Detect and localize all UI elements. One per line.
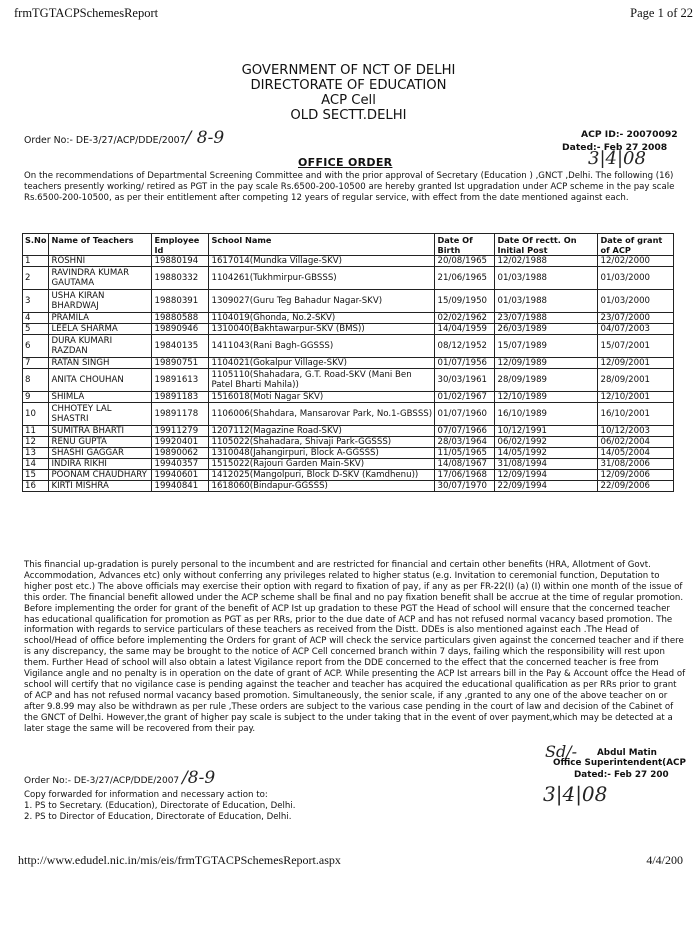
table-row — [23, 358, 674, 369]
cell-date-of-birth: 14/04/1959 — [435, 324, 495, 335]
office-order-heading: OFFICE ORDER — [298, 156, 393, 169]
footer-url: http://www.edudel.nic.in/mis/eis/frmTGTACPSchemesReport.aspx — [18, 853, 341, 867]
header-employee-id: Employee Id — [152, 234, 209, 256]
cell-date-of-grant: 31/08/2006 — [598, 459, 674, 470]
cell-school-name: 1617014(Mundka Village-SKV) — [209, 256, 435, 267]
handwritten-signature: Sd/- — [545, 742, 577, 761]
letterhead-directorate: DIRECTORATE OF EDUCATION — [250, 78, 447, 93]
cell-date-of-recruitment: 12/10/1989 — [495, 392, 598, 403]
cell-school-name: 1310048(Jahangirpuri, Block A-GGSSS) — [209, 448, 435, 459]
cell-employee-id: 19890946 — [152, 324, 209, 335]
cell-date-of-birth: 14/08/1967 — [435, 459, 495, 470]
cell-school-name: 1104261(Tukhmirpur-GBSSS) — [209, 267, 435, 290]
cell-school-name: 1104021(Gokalpur Village-SKV) — [209, 358, 435, 369]
table-row — [23, 426, 674, 437]
cell-teacher-name: LEELA SHARMA — [49, 324, 152, 335]
cell-date-of-recruitment: 23/07/1988 — [495, 313, 598, 324]
letterhead-cell: ACP Cell — [321, 93, 376, 108]
cell-date-of-grant: 28/09/2001 — [598, 369, 674, 392]
cell-date-of-grant: 01/03/2000 — [598, 267, 674, 290]
copy-item-2: 2. PS to Director of Education, Directorate of Education, Delhi. — [24, 811, 292, 822]
cell-date-of-recruitment: 22/09/1994 — [495, 481, 598, 492]
cell-sno: 4 — [23, 313, 49, 324]
header-name: Name of Teachers — [49, 234, 152, 256]
cell-sno: 13 — [23, 448, 49, 459]
cell-sno: 3 — [23, 290, 49, 313]
cell-date-of-recruitment: 28/09/1989 — [495, 369, 598, 392]
header-date-of-birth: Date Of Birth — [435, 234, 495, 256]
cell-date-of-grant: 15/07/2001 — [598, 335, 674, 358]
cell-teacher-name: INDIRA RIKHI — [49, 459, 152, 470]
cell-sno: 5 — [23, 324, 49, 335]
cell-date-of-grant: 23/07/2000 — [598, 313, 674, 324]
cell-date-of-birth: 01/07/1956 — [435, 358, 495, 369]
cell-employee-id: 19880391 — [152, 290, 209, 313]
table-row — [23, 459, 674, 470]
table-row — [23, 369, 674, 392]
cell-teacher-name: KIRTI MISHRA — [49, 481, 152, 492]
cell-school-name: 1516018(Moti Nagar SKV) — [209, 392, 435, 403]
header-date-of-grant: Date of grant of ACP — [598, 234, 674, 256]
cell-teacher-name: RAVINDRA KUMAR GAUTAMA — [49, 267, 152, 290]
cell-sno: 1 — [23, 256, 49, 267]
header-date-of-recruitment: Date Of rectt. On Initial Post — [495, 234, 598, 256]
letterhead-government: GOVERNMENT OF NCT OF DELHI — [241, 63, 456, 78]
footer-date: 4/4/200 — [646, 853, 683, 867]
cell-date-of-grant: 16/10/2001 — [598, 403, 674, 426]
cell-date-of-birth: 17/06/1968 — [435, 470, 495, 481]
cell-teacher-name: RENU GUPTA — [49, 437, 152, 448]
cell-employee-id: 19940601 — [152, 470, 209, 481]
table-header-row — [23, 234, 674, 256]
cell-date-of-birth: 28/03/1964 — [435, 437, 495, 448]
table-row — [23, 392, 674, 403]
cell-date-of-recruitment: 15/07/1989 — [495, 335, 598, 358]
table-row — [23, 437, 674, 448]
cell-employee-id: 19891613 — [152, 369, 209, 392]
cell-teacher-name: USHA KIRAN BHARDWAJ — [49, 290, 152, 313]
cell-teacher-name: SUMITRA BHARTI — [49, 426, 152, 437]
page-number: Page 1 of 22 — [630, 6, 693, 20]
cell-sno: 11 — [23, 426, 49, 437]
table-row — [23, 324, 674, 335]
cell-sno: 7 — [23, 358, 49, 369]
table-row — [23, 403, 674, 426]
order-number-text: Order No:- DE-3/27/ACP/DDE/2007 — [24, 135, 186, 146]
header-school-name: School Name — [209, 234, 435, 256]
letterhead — [0, 63, 697, 123]
cell-sno: 2 — [23, 267, 49, 290]
cell-school-name: 1411043(Rani Bagh-GGSSS) — [209, 335, 435, 358]
cell-date-of-birth: 02/02/1962 — [435, 313, 495, 324]
signature-handwritten-date: 3|4|08 — [543, 782, 608, 806]
signatory-name: Abdul Matin — [597, 748, 657, 758]
cell-teacher-name: CHHOTEY LAL SHASTRI — [49, 403, 152, 426]
copy-item-1: 1. PS to Secretary. (Education), Directorate of Education, Delhi. — [24, 800, 296, 811]
table-row — [23, 256, 674, 267]
cell-date-of-recruitment: 01/03/1988 — [495, 290, 598, 313]
cell-school-name: 1105110(Shahadara, G.T. Road-SKV (Mani Ben Patel Bharti Mahila)) — [209, 369, 435, 392]
cell-date-of-birth: 21/06/1965 — [435, 267, 495, 290]
cell-date-of-birth: 08/12/1952 — [435, 335, 495, 358]
cell-sno: 15 — [23, 470, 49, 481]
table-row — [23, 470, 674, 481]
cell-school-name: 1105022(Shahadara, Shivaji Park-GGSSS) — [209, 437, 435, 448]
cell-employee-id: 19891178 — [152, 403, 209, 426]
conditions-paragraph: This financial up-gradation is purely personal to the incumbent and are restricted for financial and certain other benefits (HRA, Allotment of Govt. Accommodation, Advances etc) only without conferring any privileges related to higher status (e.g. Invitation to ceremonial function, Deputation to higher post etc.) The above officials may exercise their option with regard to fixation of pay, if any as per FR-22(I) (a) (I) within one month of the issue of this order. The financial benefit allowed under the ACP scheme shall be final and no pay fixation benefit shall be accrue at the time of regular promotion. Before implementing the order for grant of the benefit of ACP Ist up gradation to these PGT the Head of school will ensure that the concerned teacher has educational qualification for promotion as PGT as per RRs, prior to the due date of ACP and has not refused normal vacancy based promotion. The information with regards to service particulars of these teachers as received from the Distt. DDEs is also mentioned against each .The Head of school/Head of office before implementing the Orders for grant of ACP will check the service particulars given against the concerned teacher and if there is any discrepancy, the same may be brought to the notice of ACP Cell concerned branch within 7 days, failing which the responsibility will rest upon them. Further Head of school will also obtain a latest Vigilance report from the DDE concerned to the effect that the concerned teacher is free from Vigilance angle and no penalty is in operation on the date of grant of ACP. While presenting the ACP Ist arrears bill in the Pay & Account offce the Head of school will certify that no vigilance case is pending against the teacher and teacher has acquired the educational qualification as per RRs prior to grant of ACP and has not refused normal vacancy based promotion. Simultaneously, the senior scale, if any ,granted to any one of the above teacher on or after 9.8.99 may also be withdrawn as per rule ,These orders are subject to the various case pending in the court of law and decision of the Cabinet of the GNCT of Delhi. However,the grant of higher pay scale is subject to the under taking that in the event of over payment,which may be detected at a later stage the same will be recovered from their pay. — [24, 560, 686, 734]
cell-date-of-birth: 11/05/1965 — [435, 448, 495, 459]
cell-date-of-recruitment: 31/08/1994 — [495, 459, 598, 470]
signatory-title: Office Superintendent(ACP — [553, 758, 686, 768]
cell-date-of-birth: 15/09/1950 — [435, 290, 495, 313]
table-row — [23, 481, 674, 492]
cell-date-of-birth: 07/07/1966 — [435, 426, 495, 437]
teachers-table — [22, 233, 674, 492]
cell-date-of-recruitment: 12/02/1988 — [495, 256, 598, 267]
cell-school-name: 1104019(Ghonda, No.2-SKV) — [209, 313, 435, 324]
cell-teacher-name: SHIMLA — [49, 392, 152, 403]
cell-date-of-grant: 12/10/2001 — [598, 392, 674, 403]
cell-date-of-grant: 12/09/2001 — [598, 358, 674, 369]
cell-employee-id: 19940841 — [152, 481, 209, 492]
cell-date-of-recruitment: 12/09/1994 — [495, 470, 598, 481]
letterhead-address: OLD SECTT.DELHI — [290, 108, 407, 123]
signature-date: Dated:- Feb 27 200 — [574, 770, 669, 780]
cell-employee-id: 19880194 — [152, 256, 209, 267]
cell-date-of-birth: 30/07/1970 — [435, 481, 495, 492]
table-row — [23, 448, 674, 459]
copy-forwarded-section — [24, 790, 296, 822]
cell-date-of-grant: 01/03/2000 — [598, 290, 674, 313]
page-header-title: frmTGTACPSchemesReport — [14, 6, 159, 20]
cell-date-of-recruitment: 06/02/1992 — [495, 437, 598, 448]
cell-sno: 14 — [23, 459, 49, 470]
cell-employee-id: 19891183 — [152, 392, 209, 403]
cell-date-of-recruitment: 16/10/1989 — [495, 403, 598, 426]
acp-id: ACP ID:- 20070092 — [581, 129, 678, 140]
cell-employee-id: 19890062 — [152, 448, 209, 459]
cell-date-of-grant: 10/12/2003 — [598, 426, 674, 437]
cell-date-of-birth: 30/03/1961 — [435, 369, 495, 392]
cell-date-of-grant: 12/09/2006 — [598, 470, 674, 481]
table-row — [23, 290, 674, 313]
cell-sno: 6 — [23, 335, 49, 358]
cell-date-of-recruitment: 26/03/1989 — [495, 324, 598, 335]
cell-date-of-birth: 20/08/1965 — [435, 256, 495, 267]
cell-school-name: 1618060(Bindapur-GGSSS) — [209, 481, 435, 492]
cell-employee-id: 19890751 — [152, 358, 209, 369]
cell-date-of-birth: 01/07/1960 — [435, 403, 495, 426]
cell-sno: 16 — [23, 481, 49, 492]
cell-date-of-grant: 12/02/2000 — [598, 256, 674, 267]
cell-employee-id: 19840135 — [152, 335, 209, 358]
handwritten-order-suffix: / 8-9 — [185, 128, 225, 148]
cell-date-of-recruitment: 01/03/1988 — [495, 267, 598, 290]
copy-order-number-text: Order No:- DE-3/27/ACP/DDE/2007 — [24, 776, 180, 786]
copy-order-number — [24, 768, 215, 788]
cell-school-name: 1106006(Shahdara, Mansarovar Park, No.1-GBSSS) — [209, 403, 435, 426]
cell-employee-id: 19920401 — [152, 437, 209, 448]
table-row — [23, 313, 674, 324]
handwritten-date: 3|4|08 — [588, 148, 646, 169]
cell-teacher-name: RATAN SINGH — [49, 358, 152, 369]
cell-teacher-name: SHASHI GAGGAR — [49, 448, 152, 459]
cell-teacher-name: POONAM CHAUDHARY — [49, 470, 152, 481]
cell-school-name: 1310040(Bakhtawarpur-SKV (BMS)) — [209, 324, 435, 335]
cell-employee-id: 19880588 — [152, 313, 209, 324]
cell-date-of-recruitment: 12/09/1989 — [495, 358, 598, 369]
cell-employee-id: 19880332 — [152, 267, 209, 290]
header-sno: S.No — [23, 234, 49, 256]
cell-date-of-grant: 22/09/2006 — [598, 481, 674, 492]
cell-teacher-name: ANITA CHOUHAN — [49, 369, 152, 392]
cell-date-of-grant: 04/07/2003 — [598, 324, 674, 335]
cell-date-of-recruitment: 10/12/1991 — [495, 426, 598, 437]
cell-school-name: 1309027(Guru Teg Bahadur Nagar-SKV) — [209, 290, 435, 313]
cell-sno: 10 — [23, 403, 49, 426]
table-row — [23, 335, 674, 358]
copy-handwritten-suffix: /8-9 — [182, 768, 216, 788]
table-row — [23, 267, 674, 290]
cell-sno: 8 — [23, 369, 49, 392]
order-number — [24, 128, 224, 148]
cell-sno: 9 — [23, 392, 49, 403]
cell-school-name: 1515022(Rajouri Garden Main-SKV) — [209, 459, 435, 470]
cell-sno: 12 — [23, 437, 49, 448]
copy-intro: Copy forwarded for information and necessary action to: — [24, 790, 268, 800]
cell-teacher-name: ROSHNI — [49, 256, 152, 267]
order-intro-paragraph: On the recommendations of Departmental Screening Committee and with the prior approval of Secretary (Education ) ,GNCT ,Delhi. The following (16) teachers presently working/ retired as PGT in the pay scale Rs.6500-200-10500 are hereby granted Ist upgradation under ACP scheme in the pay scale Rs.6500-200-10500, as per their entitlement after competing 12 years of regular service, with effect from the date mentioned against each. — [24, 171, 675, 203]
cell-school-name: 1412025(Mangolpuri, Block D-SKV (Kamdhenu)) — [209, 470, 435, 481]
cell-employee-id: 19940357 — [152, 459, 209, 470]
cell-date-of-birth: 01/02/1967 — [435, 392, 495, 403]
cell-date-of-grant: 14/05/2004 — [598, 448, 674, 459]
cell-teacher-name: PRAMILA — [49, 313, 152, 324]
order-date: Dated:- Feb 27 2008 — [562, 142, 668, 153]
cell-date-of-grant: 06/02/2004 — [598, 437, 674, 448]
cell-employee-id: 19911279 — [152, 426, 209, 437]
cell-teacher-name: DURA KUMARI RAZDAN — [49, 335, 152, 358]
cell-date-of-recruitment: 14/05/1992 — [495, 448, 598, 459]
cell-school-name: 1207112(Magazine Road-SKV) — [209, 426, 435, 437]
